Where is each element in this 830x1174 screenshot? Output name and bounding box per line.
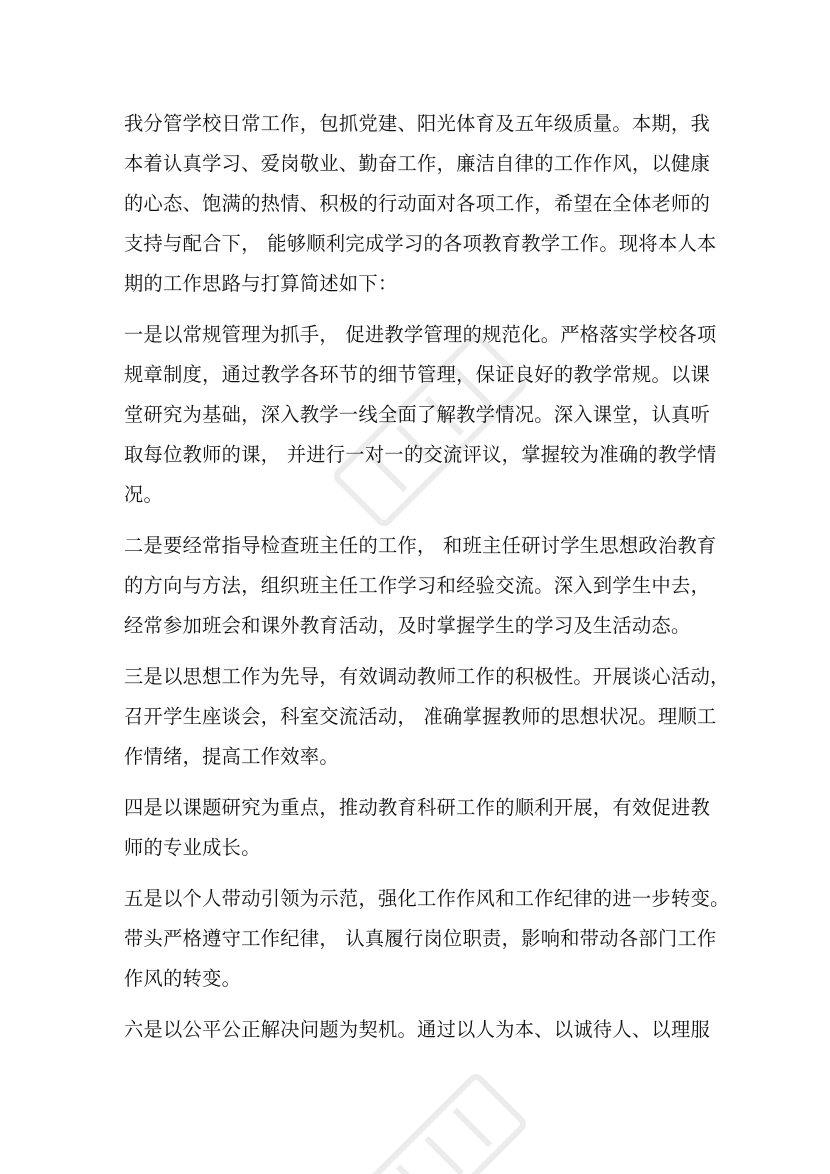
text-line: 作风的转变。 — [124, 967, 242, 990]
text-line: 的方向与方法，组织班主任工作学习和经验交流。深入到学生中去， — [124, 574, 711, 597]
text-line: 我分管学校日常工作，包抓党建、阳光体育及五年级质量。本期，我 — [124, 112, 711, 135]
text-line: 召开学生座谈会，科室交流活动， 准确掌握教师的思想状况。理顺工 — [124, 705, 717, 728]
text-line: 三是以思想工作为先导，有效调动教师工作的积极性。开展谈心活动， — [124, 665, 730, 688]
paragraph-item-2 — [124, 526, 718, 646]
text-line: 堂研究为基础，深入教学一线全面了解教学情况。深入课堂，认真听 — [124, 403, 711, 426]
text-line: 的心态、饱满的热情、积极的行动面对各项工作，希望在全体老师的 — [124, 192, 711, 215]
document-body — [124, 104, 730, 1061]
paragraph-item-1 — [124, 315, 718, 515]
text-line: 师的专业成长。 — [124, 836, 261, 859]
text-line: 五是以个人带动引领为示范，强化工作作风和工作纪律的进一步转变。 — [124, 887, 730, 910]
text-line: 作情绪，提高工作效率。 — [124, 745, 339, 768]
paragraph-item-6 — [124, 1010, 718, 1050]
text-line: 支持与配合下， 能够顺利完成学习的各项教育教学工作。现将本人本 — [124, 232, 717, 255]
paragraph-intro — [124, 104, 718, 304]
text-line: 期的工作思路与打算简述如下： — [124, 272, 398, 295]
text-line: 取每位教师的课， 并进行一对一的交流评议，掌握较为准确的教学情 — [124, 443, 717, 466]
text-line: 六是以公平公正解决问题为契机。通过以人为本、以诚待人、以理服 — [124, 1018, 711, 1041]
paragraph-item-5 — [124, 879, 730, 999]
paragraph-item-3 — [124, 657, 730, 777]
paragraph-item-4 — [124, 788, 718, 868]
text-line: 本着认真学习、爱岗敬业、勤奋工作，廉洁自律的工作作风，以健康 — [124, 152, 711, 175]
text-line: 规章制度，通过教学各环节的细节管理，保证良好的教学常规。以课 — [124, 363, 711, 386]
text-line: 四是以课题研究为重点，推动教育科研工作的顺利开展，有效促进教 — [124, 796, 711, 819]
text-line: 经常参加班会和课外教育活动，及时掌握学生的学习及生活动态。 — [124, 614, 691, 637]
text-line: 带头严格遵守工作纪律， 认真履行岗位职责，影响和带动各部门工作 — [124, 927, 717, 950]
text-line: 况。 — [124, 483, 164, 506]
text-line: 二是要经常指导检查班主任的工作， 和班主任研讨学生思想政治教育 — [124, 534, 717, 557]
text-line: 一是以常规管理为抓手， 促进教学管理的规范化。严格落实学校各项 — [124, 323, 717, 346]
